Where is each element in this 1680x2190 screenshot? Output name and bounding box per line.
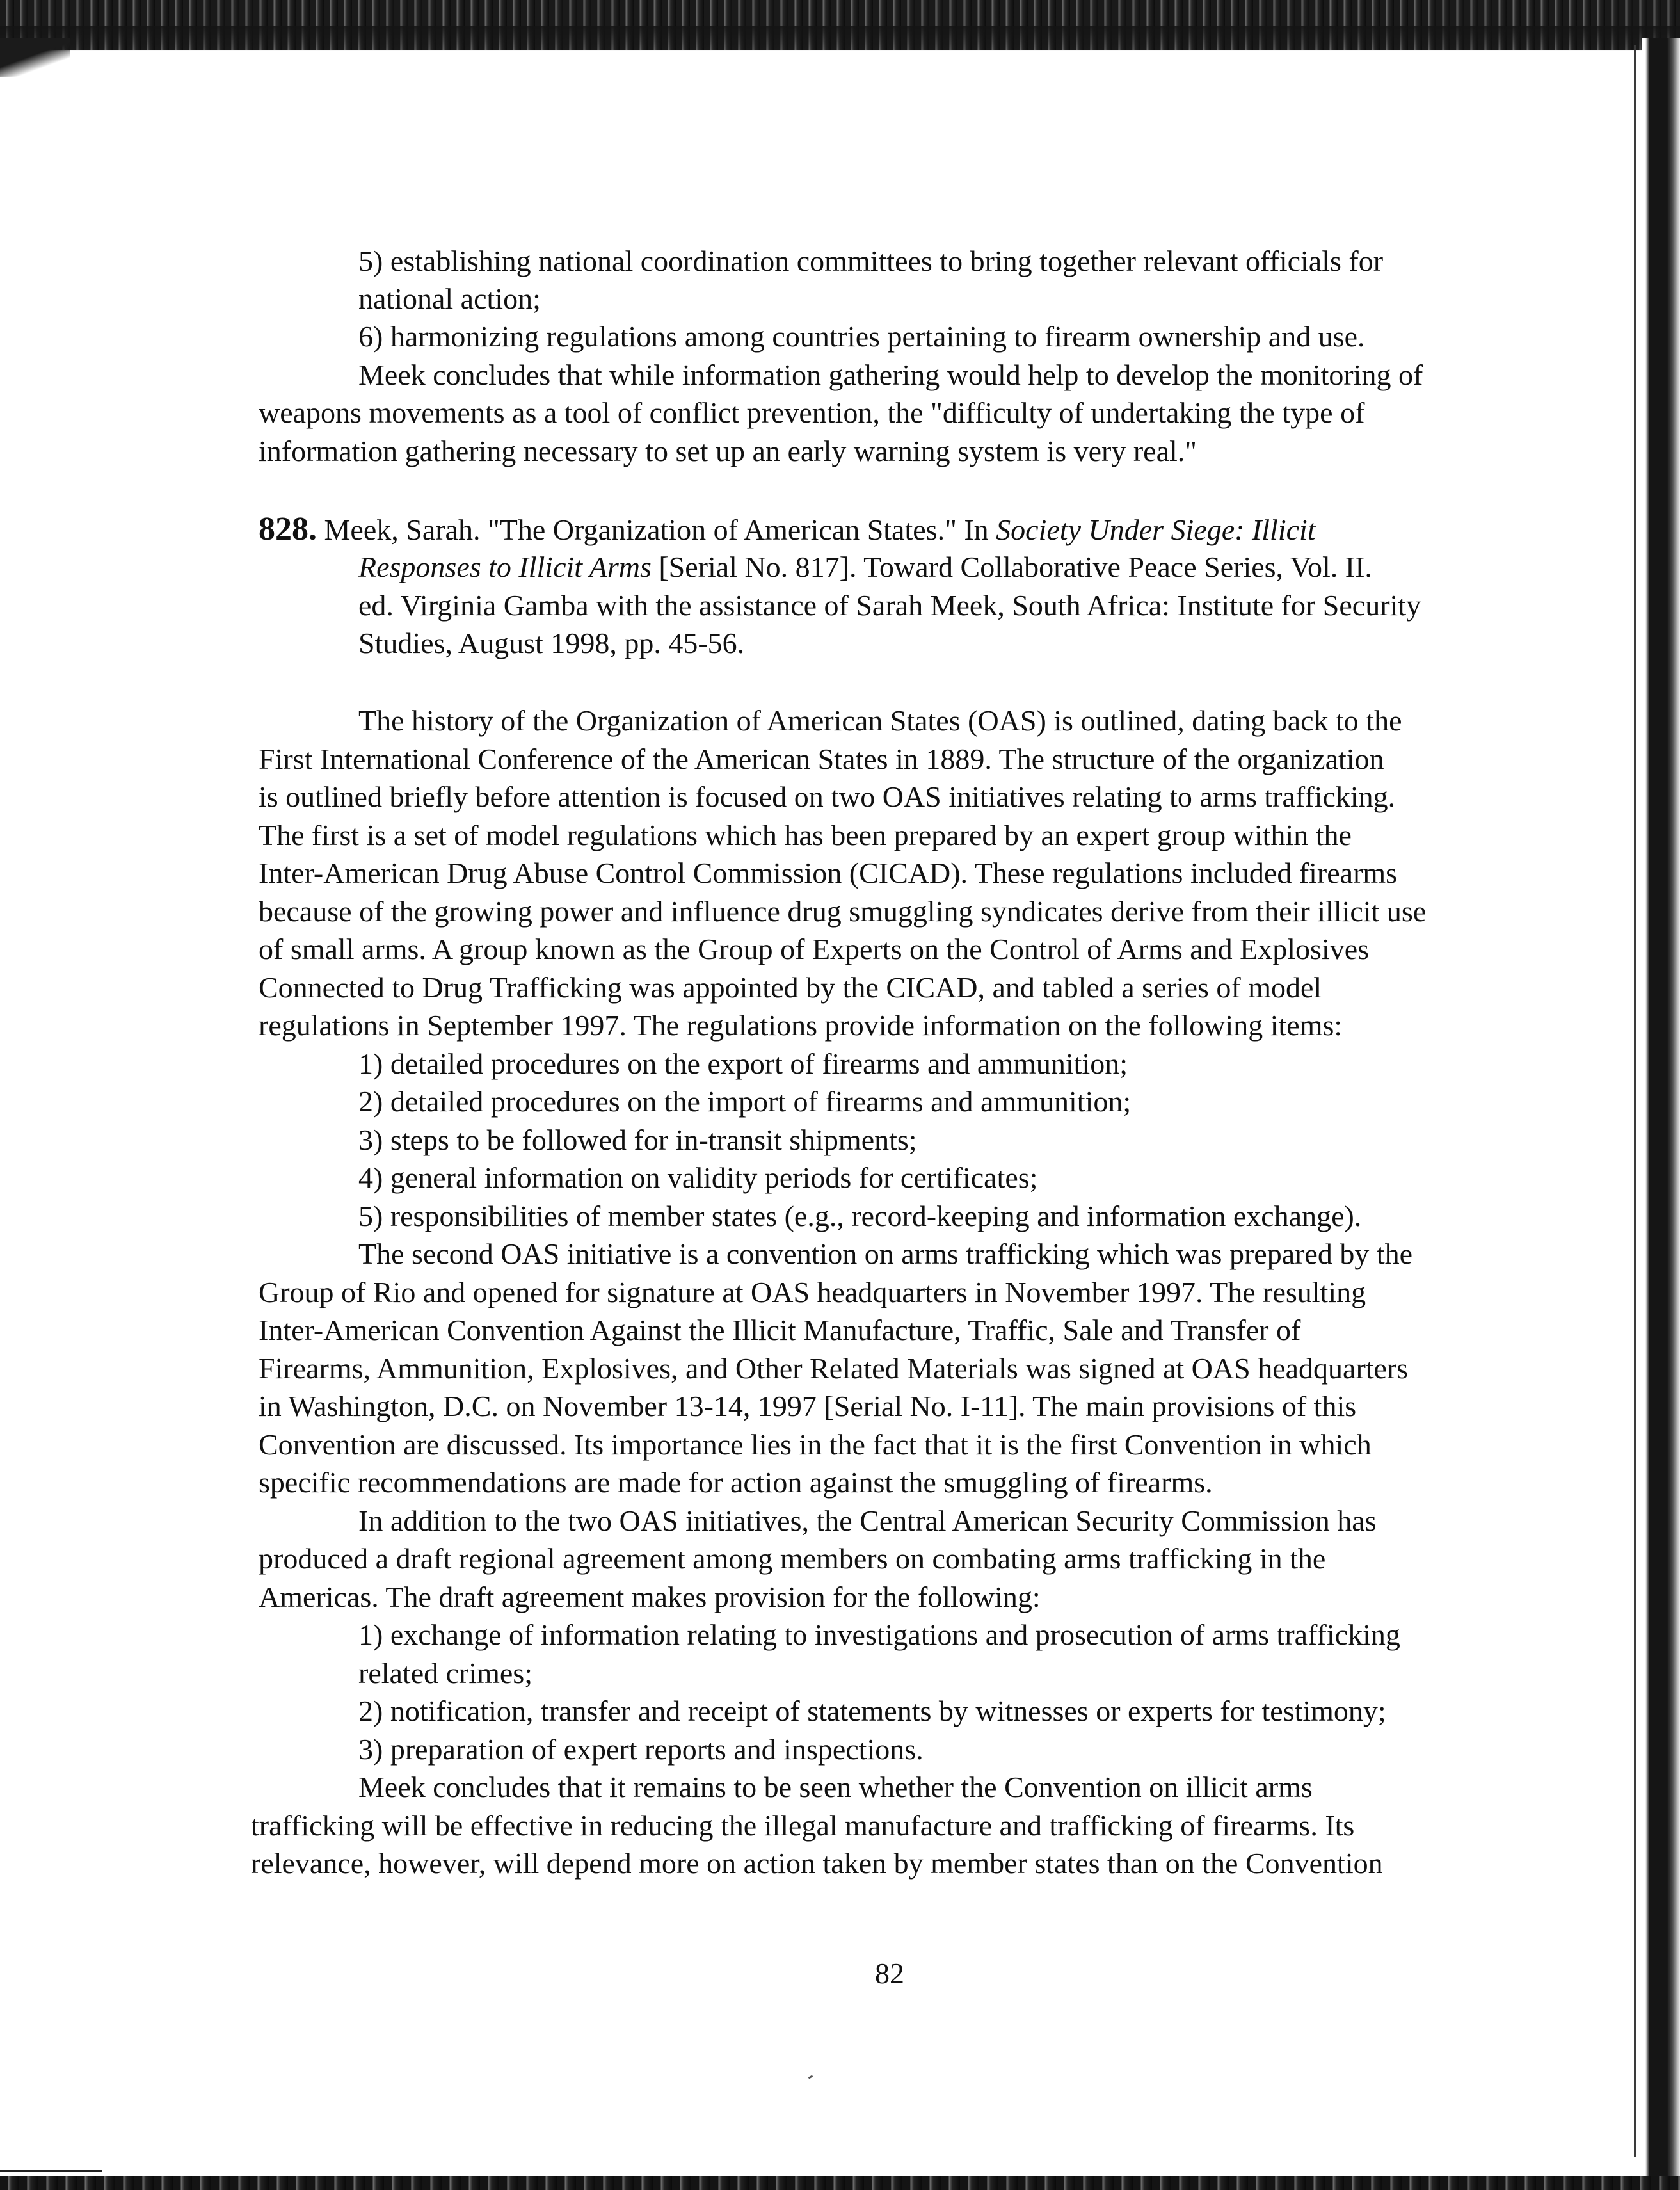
paragraph-line: is outlined briefly before attention is focused on two OAS initiatives relating to arms trafficking. xyxy=(259,780,1396,813)
paragraph-line: Americas. The draft agreement makes provision for the following: xyxy=(259,1581,1041,1613)
citation-line: ed. Virginia Gamba with the assistance of Sarah Meek, South Africa: Institute for Security xyxy=(358,589,1421,622)
paragraph-line: of small arms. A group known as the Group of Experts on the Control of Arms and Explosives xyxy=(259,933,1370,965)
paragraph-line: The history of the Organization of American States (OAS) is outlined, dating back to the xyxy=(358,704,1402,737)
list-item: 2) detailed procedures on the import of firearms and ammunition; xyxy=(358,1085,1132,1118)
citation-author-title: Meek, Sarah. "The Organization of American States." In xyxy=(317,513,996,546)
citation-book-title: Society Under Siege: Illicit xyxy=(996,513,1316,546)
list-item: 1) detailed procedures on the export of firearms and ammunition; xyxy=(358,1047,1128,1080)
paragraph-line: relevance, however, will depend more on action taken by member states than on the Convention xyxy=(251,1847,1383,1880)
citation-line xyxy=(358,548,1372,586)
paragraph-line: First International Conference of the American States in 1889. The structure of the organization xyxy=(259,743,1384,775)
list-item-continuation: national action; xyxy=(358,282,541,315)
paragraph-line: Inter-American Convention Against the Illicit Manufacture, Traffic, Sale and Transfer of xyxy=(259,1314,1301,1346)
list-item-continuation: related crimes; xyxy=(358,1657,533,1689)
paragraph-line: Firearms, Ammunition, Explosives, and Other Related Materials was signed at OAS headquarters xyxy=(259,1352,1409,1385)
citation-line: Studies, August 1998, pp. 45-56. xyxy=(358,627,745,659)
citation-book-title-cont: Responses to Illicit Arms xyxy=(358,551,652,583)
list-item: 2) notification, transfer and receipt of statements by witnesses or experts for testimony; xyxy=(358,1695,1386,1727)
list-item: 5) responsibilities of member states (e.g., record-keeping and information exchange). xyxy=(358,1200,1362,1232)
list-item: 5) establishing national coordination committees to bring together relevant officials for xyxy=(358,245,1384,277)
paragraph-line: in Washington, D.C. on November 13-14, 1997 [Serial No. I-11]. The main provisions of this xyxy=(259,1390,1357,1422)
paragraph-line: Group of Rio and opened for signature at OAS headquarters in November 1997. The resulting xyxy=(259,1276,1366,1308)
entry-number: 828. xyxy=(259,511,317,547)
paragraph-line: regulations in September 1997. The regulations provide information on the following items: xyxy=(259,1009,1343,1042)
paragraph-line: Meek concludes that it remains to be seen whether the Convention on illicit arms xyxy=(358,1771,1313,1803)
paragraph-line: Connected to Drug Trafficking was appointed by the CICAD, and tabled a series of model xyxy=(259,971,1322,1004)
citation-line xyxy=(259,510,1316,549)
list-item: 3) steps to be followed for in-transit shipments; xyxy=(358,1123,917,1156)
paragraph-line: In addition to the two OAS initiatives, the Central American Security Commission has xyxy=(358,1504,1377,1537)
page-number: 82 xyxy=(875,1957,904,1990)
paragraph-line: Inter-American Drug Abuse Control Commission (CICAD). These regulations included firearms xyxy=(259,857,1398,889)
paragraph-line: The second OAS initiative is a convention on arms trafficking which was prepared by the xyxy=(358,1237,1413,1270)
list-item: 4) general information on validity periods for certificates; xyxy=(358,1161,1038,1194)
paragraph-line: Meek concludes that while information gathering would help to develop the monitoring of xyxy=(358,358,1423,391)
paragraph-line: specific recommendations are made for action against the smuggling of firearms. xyxy=(259,1466,1213,1499)
paragraph-line: information gathering necessary to set up an early warning system is very real." xyxy=(259,435,1197,467)
paragraph-line: because of the growing power and influence drug smuggling syndicates derive from their illicit use xyxy=(259,895,1427,928)
paragraph-line: trafficking will be effective in reducing the illegal manufacture and trafficking of firearms. Its xyxy=(251,1809,1355,1842)
paragraph-line: weapons movements as a tool of conflict prevention, the "difficulty of undertaking the type of xyxy=(259,396,1365,429)
list-item: 6) harmonizing regulations among countries pertaining to firearm ownership and use. xyxy=(358,320,1365,353)
paragraph-line: produced a draft regional agreement among members on combating arms trafficking in the xyxy=(259,1542,1326,1575)
list-item: 1) exchange of information relating to investigations and prosecution of arms trafficking xyxy=(358,1618,1400,1651)
citation-series: [Serial No. 817]. Toward Collaborative Peace Series, Vol. II. xyxy=(651,551,1372,583)
scan-speck xyxy=(808,2075,813,2079)
paragraph-line: Convention are discussed. Its importance lies in the fact that it is the first Convention in which xyxy=(259,1428,1372,1461)
list-item: 3) preparation of expert reports and inspections. xyxy=(358,1733,924,1766)
paragraph-line: The first is a set of model regulations which has been prepared by an expert group within the xyxy=(259,819,1352,851)
